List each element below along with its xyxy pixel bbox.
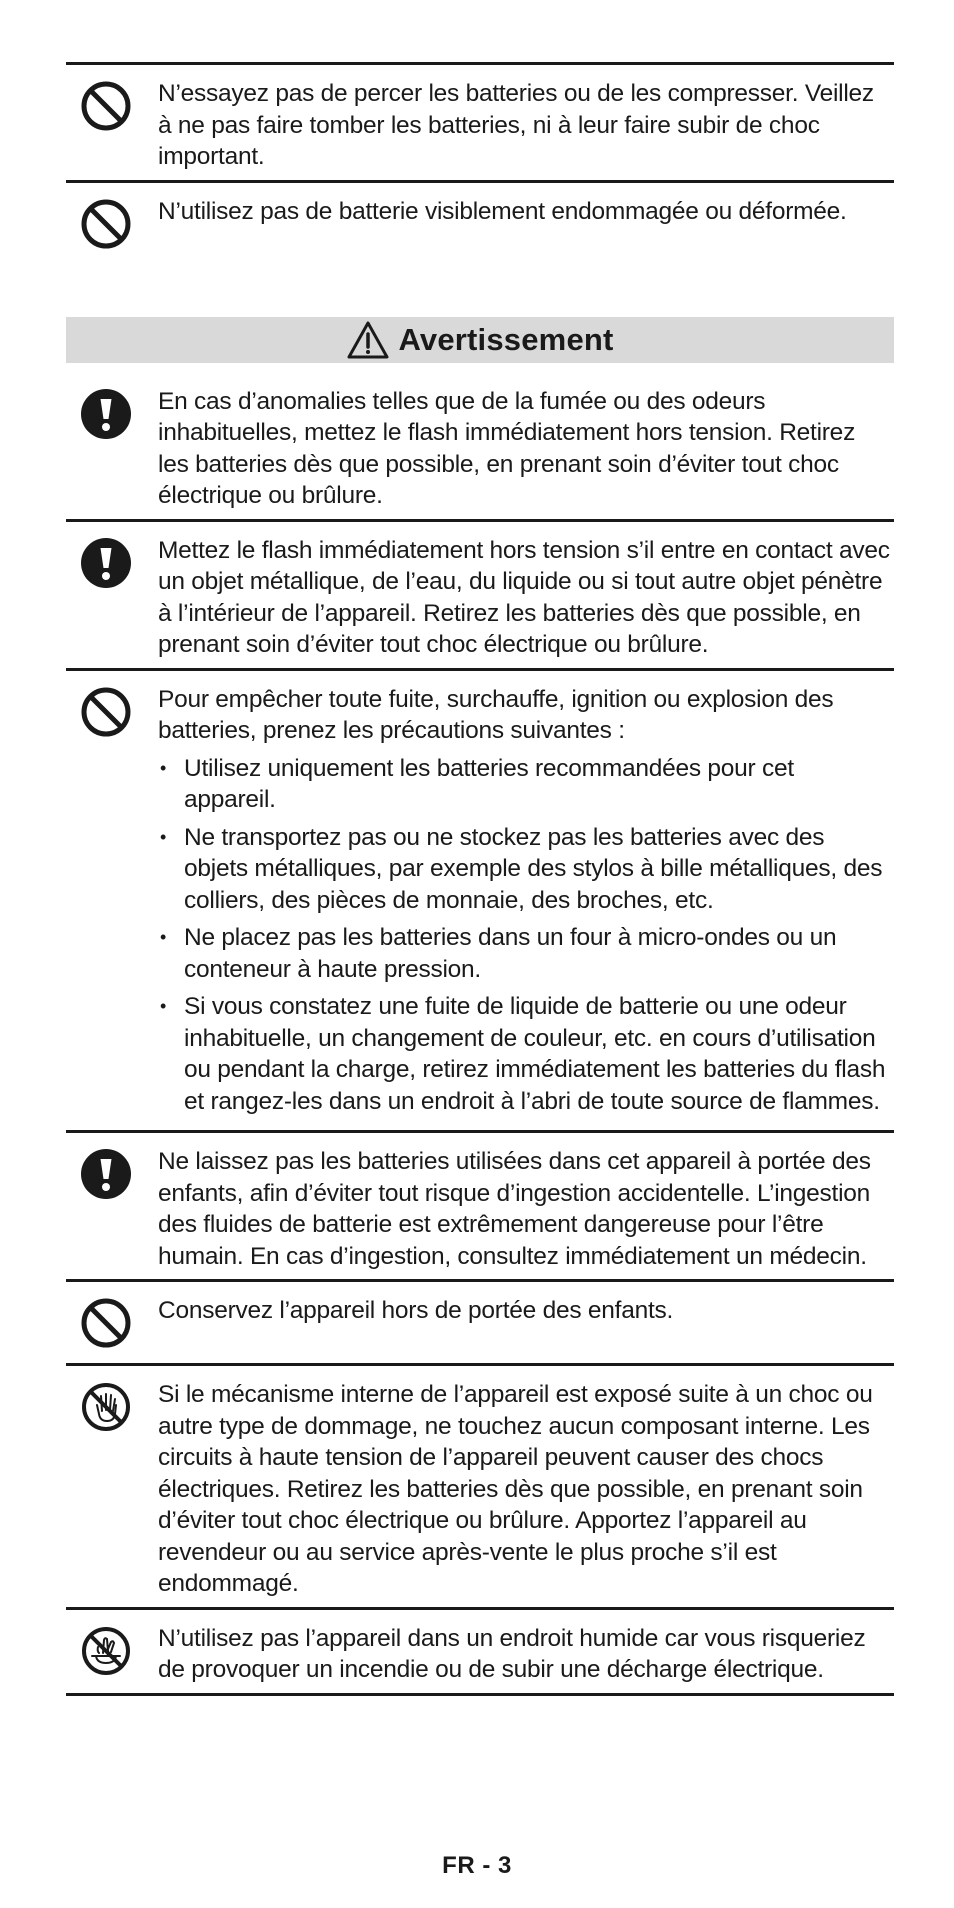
entry-text: N’utilisez pas l’appareil dans un endroit humide car vous risqueriez de provoquer un incendie ou de subir une décharge électrique.	[158, 1624, 866, 1683]
entry-text: Si le mécanisme interne de l’appareil est exposé suite à un choc ou autre type de dommage, ne touchez aucun composant interne. Les circuits à haute tension de l’appareil peuvent causer des chocs électriques. Retirez les batteries dès que possible, en prenant soin d’éviter tout choc électrique ou brûlure. Apportez l’appareil au revendeur ou au service après-vente le plus proche s’il est endommagé.	[158, 1381, 873, 1597]
section-heading-text: Avertissement	[398, 321, 614, 357]
mandatory-exclamation-icon	[80, 537, 132, 589]
section-heading	[66, 317, 894, 363]
safety-entry	[66, 373, 894, 519]
prohibited-icon	[80, 198, 132, 250]
mandatory-exclamation-icon	[80, 388, 132, 440]
list-item: • Ne transportez pas ou ne stockez pas les batteries avec des objets métalliques, par exemple des stylos à bille métalliques, des colliers, des pièces de monnaie, des broches, etc.	[158, 822, 890, 917]
entry-text: En cas d’anomalies telles que de la fumée ou des odeurs inhabituelles, mettez le flash immédiatement hors tension. Retirez les batteries dès que possible, en prenant soin d’éviter tout choc électrique ou brûlure.	[158, 387, 856, 509]
list-item: • Ne placez pas les batteries dans un four à micro-ondes ou un conteneur à haute pression.	[158, 922, 890, 985]
entry-text: Conservez l’appareil hors de portée des enfants.	[158, 1297, 674, 1324]
list-item: • Si vous constatez une fuite de liquide de batterie ou une odeur inhabituelle, un changement de couleur, etc. en cours d’utilisation ou pendant la charge, retirez immédiatement les batteries du flash et rangez-les dans un endroit à l’abri de toute source de flammes.	[158, 991, 890, 1117]
prohibited-icon	[80, 80, 132, 132]
entry-text: N’utilisez pas de batterie visiblement endommagée ou déformée.	[158, 197, 847, 225]
prohibited-icon	[80, 686, 132, 738]
no-wet-hands-icon	[80, 1625, 132, 1677]
mandatory-exclamation-icon	[80, 1148, 132, 1200]
safety-entry	[66, 1366, 894, 1607]
safety-entry	[66, 671, 894, 1131]
warning-triangle-icon	[346, 320, 390, 360]
do-not-touch-icon	[80, 1381, 132, 1433]
list-item: • Utilisez uniquement les batteries recommandées pour cet appareil.	[158, 753, 890, 816]
page-number: FR - 3	[442, 1852, 512, 1879]
manual-page	[66, 62, 894, 1696]
entry-text: Pour empêcher toute fuite, surchauffe, ignition ou explosion des batteries, prenez les précautions suivantes :	[158, 685, 834, 744]
prohibited-icon	[80, 1297, 132, 1349]
entry-text: Mettez le flash immédiatement hors tension s’il entre en contact avec un objet métallique, de l’eau, du liquide ou si tout autre objet pénètre à l’intérieur de l’appareil. Retirez les batteries dès que possible, en prenant soin d’éviter tout choc électrique ou brûlure.	[158, 536, 890, 658]
safety-entry	[66, 1610, 894, 1693]
safety-entry	[66, 1282, 894, 1363]
entry-text: Ne laissez pas les batteries utilisées dans cet appareil à portée des enfants, afin d’éviter tout risque d’ingestion accidentelle. L’ingestion des fluides de batterie est extrêmement dangereuse pour l’être humain. En cas d’ingestion, consultez immédiatement un médecin.	[158, 1148, 871, 1270]
entry-text: N’essayez pas de percer les batteries ou de les compresser. Veillez à ne pas faire tomber les batteries, ni à leur faire subir de choc important.	[158, 80, 874, 170]
safety-entry	[66, 65, 894, 180]
safety-entry	[66, 183, 894, 257]
safety-entry	[66, 1133, 894, 1279]
divider	[66, 1693, 894, 1696]
safety-entry	[66, 522, 894, 668]
precaution-list	[158, 753, 890, 1118]
